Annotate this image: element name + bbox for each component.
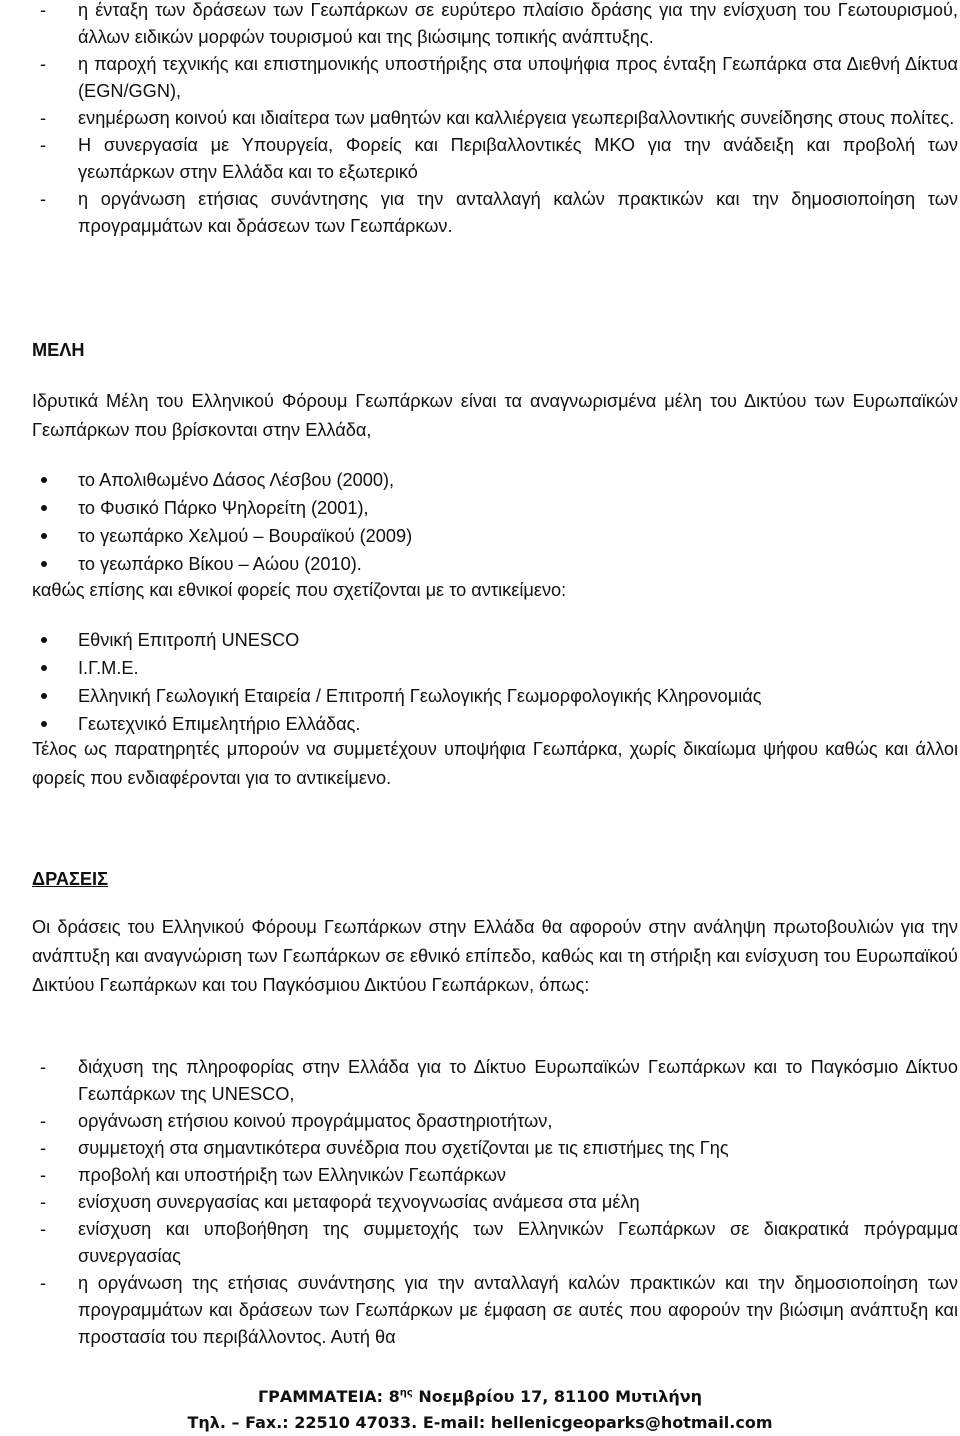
members-heading: ΜΕΛΗ [32, 340, 85, 360]
dash-marker: - [40, 1219, 47, 1239]
bullet-icon [41, 665, 47, 671]
list-item: Ελληνική Γεωλογική Εταιρεία / Επιτροπή Γεωλογικής Γεωμορφολογικής Κληρονομιάς [32, 682, 958, 710]
list-item [32, 1216, 958, 1270]
list-item: το γεωπάρκο Βίκου – Αώου (2010). [32, 550, 958, 578]
list-item-text: η παροχή τεχνικής και επιστημονικής υποστήριξης στα υποψήφια προς ένταξη Γεωπάρκα στα Διεθνή Δίκτυα (EGN/GGN), [78, 54, 958, 101]
list-item [32, 1189, 958, 1216]
list-item-text: η οργάνωση της ετήσιας συνάντησης για την ανταλλαγή καλών πρακτικών και την δημοσιοποίηση των προγραμμάτων και δράσεων των Γεωπάρκων με έμφαση σε αυτές που αφορούν την βιώσιμη ανάπτυξη και προστασία του περιβάλλοντος. Αυτή θα [78, 1273, 958, 1347]
list-item-text: ενημέρωση κοινού και ιδιαίτερα των μαθητών και καλλιέργεια γεωπεριβαλλοντικής συνείδησης στους πολίτες. [78, 108, 955, 128]
dash-marker: - [40, 0, 47, 20]
dash-marker: - [40, 189, 47, 209]
objectives-list [32, 0, 958, 240]
list-item-text: οργάνωση ετήσιου κοινού προγράμματος δραστηριοτήτων, [78, 1111, 553, 1131]
list-item [32, 1108, 958, 1135]
list-item-text: διάχυση της πληροφορίας στην Ελλάδα για το Δίκτυο Ευρωπαϊκών Γεωπάρκων και το Παγκόσμιο Δίκτυο Γεωπάρκων της UNESCO, [78, 1057, 958, 1104]
list-item [32, 105, 958, 132]
actions-intro: Οι δράσεις του Ελληνικού Φόρουμ Γεωπάρκων στην Ελλάδα θα αφορούν στην ανάληψη πρωτοβουλιών για την ανάπτυξη και αναγνώριση των Γεωπάρκων σε εθνικό επίπεδο, καθώς και τη στήριξη και ενίσχυση του Ευρωπαϊκού Δικτύου Γεωπάρκων και του Παγκόσμιου Δικτύου Γεωπάρκων, όπως: [32, 917, 958, 995]
bullet-icon [41, 637, 47, 643]
list-item [32, 0, 958, 51]
list-item: το Απολιθωμένο Δάσος Λέσβου (2000), [32, 466, 958, 494]
bullet-icon [41, 533, 47, 539]
list-item-text: ενίσχυση συνεργασίας και μεταφορά τεχνογνωσίας ανάμεσα στα μέλη [78, 1192, 640, 1212]
dash-marker: - [40, 1273, 47, 1293]
list-item-text: η οργάνωση ετήσιας συνάντησης για την ανταλλαγή καλών πρακτικών και την δημοσιοποίηση των προγραμμάτων και δράσεων των Γεωπάρκων. [78, 189, 958, 236]
actions-list [32, 1054, 958, 1351]
actions-heading: ΔΡΑΣΕΙΣ [32, 869, 108, 889]
dash-marker: - [40, 1057, 47, 1077]
members-intro: Ιδρυτικά Μέλη του Ελληνικού Φόρουμ Γεωπάρκων είναι τα αναγνωρισμένα μέλη του Δικτύου των Ευρωπαϊκών Γεωπάρκων που βρίσκονται στην Ελλάδα, [32, 391, 958, 440]
footer-contact: Τηλ. – Fax.: 22510 47033. E-mail: hellenicgeoparks@hotmail.com [187, 1413, 773, 1432]
list-item: Εθνική Επιτροπή UNESCO [32, 626, 958, 654]
list-item [32, 132, 958, 186]
dash-marker: - [40, 1192, 47, 1212]
list-item [32, 1162, 958, 1189]
list-item [32, 51, 958, 105]
dash-marker: - [40, 108, 47, 128]
list-item [32, 1270, 958, 1351]
list-item-text: προβολή και υποστήριξη των Ελληνικών Γεωπάρκων [78, 1165, 506, 1185]
list-item: Ι.Γ.Μ.Ε. [32, 654, 958, 682]
list-item-text: η ένταξη των δράσεων των Γεωπάρκων σε ευρύτερο πλαίσιο δράσης για την ενίσχυση του Γεωτουρισμού, άλλων ειδικών μορφών τουρισμού και της βιώσιμης τοπικής ανάπτυξης. [78, 0, 958, 47]
list-item [32, 1054, 958, 1108]
footer-address: ΓΡΑΜΜΑΤΕΙΑ: $8^{\eta\varsigma}$ Νοεμβρίου 17, 81100 Μυτιλήνη [257, 1387, 703, 1406]
founding-members-list [32, 466, 958, 578]
list-item-text: ενίσχυση και υποβοήθηση της συμμετοχής των Ελληνικών Γεωπάρκων σε διακρατικά πρόγραμμα συνεργασίας [78, 1219, 958, 1266]
list-item-text: Η συνεργασία με Υπουργεία, Φορείς και Περιβαλλοντικές ΜΚΟ για την ανάδειξη και προβολή των γεωπάρκων στην Ελλάδα και το εξωτερικό [78, 135, 958, 182]
dash-marker: - [40, 1138, 47, 1158]
national-bodies-intro: καθώς επίσης και εθνικοί φορείς που σχετίζονται με το αντικείμενο: [32, 580, 567, 600]
list-item [32, 186, 958, 240]
dash-marker: - [40, 135, 47, 155]
list-item [32, 1135, 958, 1162]
bullet-icon [41, 561, 47, 567]
list-item: το γεωπάρκο Χελμού – Βουραϊκού (2009) [32, 522, 958, 550]
bullet-icon [41, 505, 47, 511]
dash-marker: - [40, 54, 47, 74]
dash-marker: - [40, 1111, 47, 1131]
list-item-text: συμμετοχή στα σημαντικότερα συνέδρια που σχετίζονται με τις επιστήμες της Γης [78, 1138, 729, 1158]
list-item: το Φυσικό Πάρκο Ψηλορείτη (2001), [32, 494, 958, 522]
dash-marker: - [40, 1165, 47, 1185]
national-bodies-list [32, 626, 958, 738]
list-item: Γεωτεχνικό Επιμελητήριο Ελλάδας. [32, 710, 958, 738]
bullet-icon [41, 693, 47, 699]
bullet-icon [41, 721, 47, 727]
observers-paragraph: Τέλος ως παρατηρητές μπορούν να συμμετέχουν υποψήφια Γεωπάρκα, χωρίς δικαίωμα ψήφου καθώς και άλλοι φορείς που ενδιαφέρονται για το αντικείμενο. [32, 739, 958, 788]
bullet-icon [41, 477, 47, 483]
